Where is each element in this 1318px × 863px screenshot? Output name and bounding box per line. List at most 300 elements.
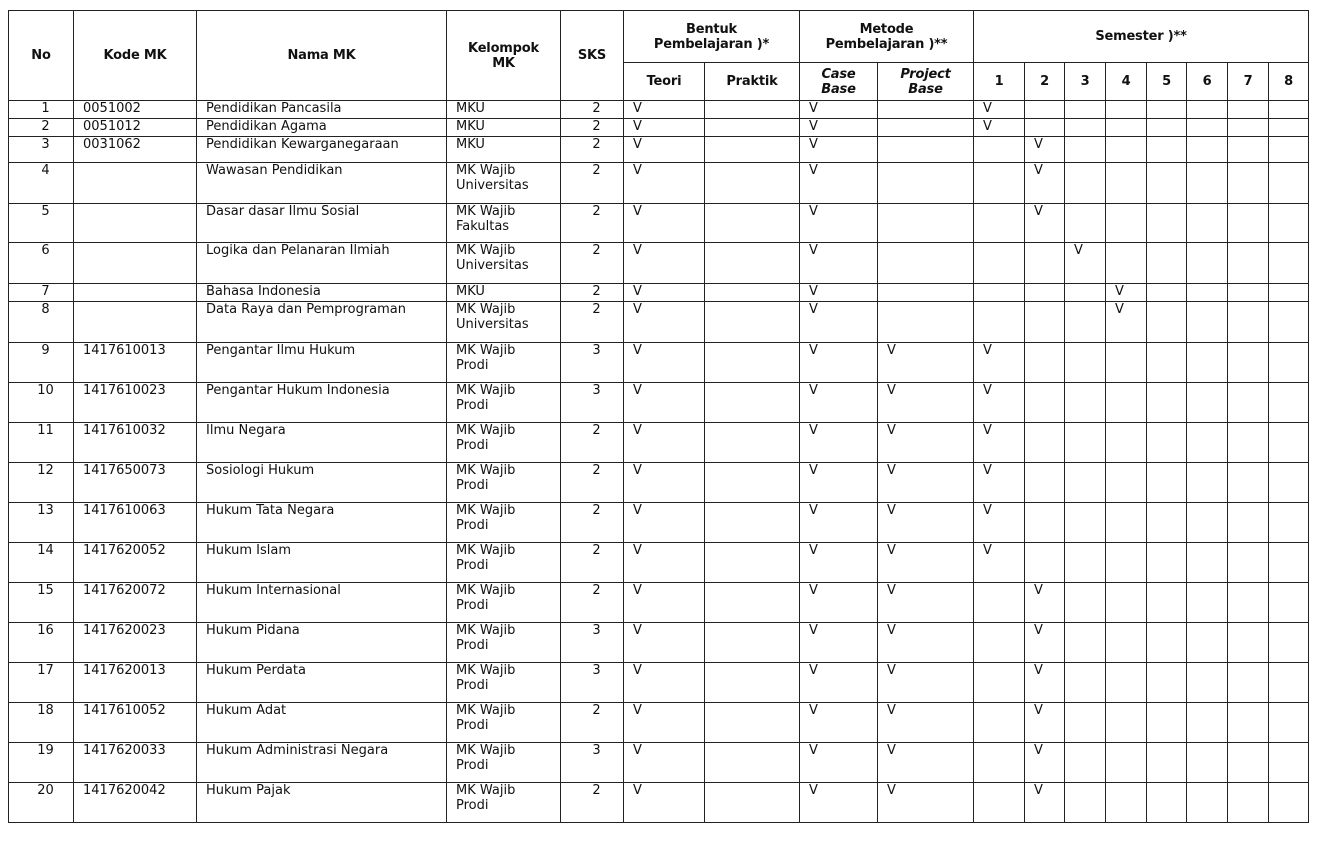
header-case-base: Case Base bbox=[800, 63, 878, 101]
row-semester-1-check: V bbox=[974, 463, 1025, 503]
header-no: No bbox=[9, 11, 74, 101]
row-semester-7-check bbox=[1228, 383, 1269, 423]
row-semester-5-check bbox=[1147, 204, 1187, 243]
row-kelompok-mk: MK Wajib Prodi bbox=[447, 663, 561, 703]
row-no: 20 bbox=[9, 783, 74, 823]
row-semester-8-check bbox=[1269, 463, 1309, 503]
table-row bbox=[9, 119, 1309, 137]
row-semester-5-check bbox=[1147, 137, 1187, 163]
row-kelompok-mk: MK Wajib Universitas bbox=[447, 302, 561, 343]
header-semester-6: 6 bbox=[1187, 63, 1228, 101]
row-praktik-check bbox=[705, 623, 800, 663]
row-semester-5-check bbox=[1147, 463, 1187, 503]
row-semester-2-check bbox=[1025, 383, 1065, 423]
row-semester-3-check bbox=[1065, 783, 1106, 823]
row-kelompok-mk: MK Wajib Universitas bbox=[447, 163, 561, 204]
row-no: 6 bbox=[9, 243, 74, 284]
row-kelompok-mk: MK Wajib Prodi bbox=[447, 463, 561, 503]
row-project-base-check bbox=[878, 284, 974, 302]
row-teori-check: V bbox=[624, 284, 705, 302]
row-project-base-check: V bbox=[878, 743, 974, 783]
row-semester-7-check bbox=[1228, 204, 1269, 243]
row-kode-mk: 1417610013 bbox=[74, 343, 197, 383]
table-row bbox=[9, 543, 1309, 583]
row-semester-3-check bbox=[1065, 463, 1106, 503]
row-semester-2-check: V bbox=[1025, 783, 1065, 823]
row-semester-8-check bbox=[1269, 243, 1309, 284]
row-semester-5-check bbox=[1147, 503, 1187, 543]
row-semester-8-check bbox=[1269, 119, 1309, 137]
table-row bbox=[9, 503, 1309, 543]
row-semester-5-check bbox=[1147, 163, 1187, 204]
row-kode-mk: 1417610032 bbox=[74, 423, 197, 463]
row-sks: 3 bbox=[561, 663, 624, 703]
row-nama-mk: Sosiologi Hukum bbox=[197, 463, 447, 503]
row-kode-mk: 1417620072 bbox=[74, 583, 197, 623]
row-project-base-check bbox=[878, 137, 974, 163]
row-teori-check: V bbox=[624, 503, 705, 543]
row-teori-check: V bbox=[624, 243, 705, 284]
row-kode-mk: 1417620042 bbox=[74, 783, 197, 823]
table-row bbox=[9, 703, 1309, 743]
row-semester-2-check bbox=[1025, 423, 1065, 463]
row-nama-mk: Pendidikan Agama bbox=[197, 119, 447, 137]
row-kelompok-mk: MK Wajib Prodi bbox=[447, 623, 561, 663]
row-sks: 2 bbox=[561, 703, 624, 743]
row-semester-3-check bbox=[1065, 163, 1106, 204]
row-semester-4-check bbox=[1106, 137, 1147, 163]
row-semester-6-check bbox=[1187, 119, 1228, 137]
row-semester-7-check bbox=[1228, 119, 1269, 137]
row-no: 3 bbox=[9, 137, 74, 163]
row-kelompok-mk: MKU bbox=[447, 137, 561, 163]
table-body bbox=[9, 101, 1309, 823]
row-sks: 2 bbox=[561, 204, 624, 243]
row-semester-4-check bbox=[1106, 343, 1147, 383]
row-kode-mk bbox=[74, 302, 197, 343]
row-semester-4-check bbox=[1106, 383, 1147, 423]
row-project-base-check bbox=[878, 302, 974, 343]
row-kode-mk: 1417650073 bbox=[74, 463, 197, 503]
row-semester-2-check: V bbox=[1025, 137, 1065, 163]
row-semester-6-check bbox=[1187, 663, 1228, 703]
header-kelompok-mk: Kelompok MK bbox=[447, 11, 561, 101]
row-semester-1-check bbox=[974, 302, 1025, 343]
row-semester-7-check bbox=[1228, 503, 1269, 543]
row-semester-3-check bbox=[1065, 119, 1106, 137]
row-project-base-check: V bbox=[878, 503, 974, 543]
row-case-base-check: V bbox=[800, 119, 878, 137]
row-case-base-check: V bbox=[800, 284, 878, 302]
row-no: 9 bbox=[9, 343, 74, 383]
header-project-base: Project Base bbox=[878, 63, 974, 101]
row-case-base-check: V bbox=[800, 163, 878, 204]
row-semester-2-check: V bbox=[1025, 623, 1065, 663]
row-semester-5-check bbox=[1147, 101, 1187, 119]
row-semester-5-check bbox=[1147, 383, 1187, 423]
row-kelompok-mk: MK Wajib Prodi bbox=[447, 343, 561, 383]
row-semester-1-check bbox=[974, 783, 1025, 823]
row-semester-7-check bbox=[1228, 623, 1269, 663]
row-semester-8-check bbox=[1269, 583, 1309, 623]
row-semester-2-check: V bbox=[1025, 743, 1065, 783]
row-no: 8 bbox=[9, 302, 74, 343]
row-case-base-check: V bbox=[800, 302, 878, 343]
row-semester-7-check bbox=[1228, 703, 1269, 743]
row-praktik-check bbox=[705, 503, 800, 543]
row-semester-1-check bbox=[974, 743, 1025, 783]
row-semester-4-check bbox=[1106, 663, 1147, 703]
row-case-base-check: V bbox=[800, 543, 878, 583]
row-semester-1-check bbox=[974, 623, 1025, 663]
row-teori-check: V bbox=[624, 783, 705, 823]
row-nama-mk: Logika dan Pelanaran Ilmiah bbox=[197, 243, 447, 284]
table-row bbox=[9, 423, 1309, 463]
row-project-base-check: V bbox=[878, 623, 974, 663]
row-nama-mk: Hukum Adat bbox=[197, 703, 447, 743]
table-row bbox=[9, 383, 1309, 423]
row-no: 4 bbox=[9, 163, 74, 204]
row-semester-1-check: V bbox=[974, 423, 1025, 463]
row-semester-6-check bbox=[1187, 503, 1228, 543]
row-semester-3-check bbox=[1065, 302, 1106, 343]
row-semester-6-check bbox=[1187, 543, 1228, 583]
header-praktik: Praktik bbox=[705, 63, 800, 101]
row-no: 14 bbox=[9, 543, 74, 583]
row-semester-1-check: V bbox=[974, 119, 1025, 137]
row-semester-3-check bbox=[1065, 543, 1106, 583]
table-row bbox=[9, 623, 1309, 663]
row-semester-6-check bbox=[1187, 243, 1228, 284]
row-teori-check: V bbox=[624, 463, 705, 503]
row-semester-1-check bbox=[974, 663, 1025, 703]
row-praktik-check bbox=[705, 302, 800, 343]
row-semester-5-check bbox=[1147, 243, 1187, 284]
row-semester-2-check bbox=[1025, 243, 1065, 284]
row-case-base-check: V bbox=[800, 503, 878, 543]
row-case-base-check: V bbox=[800, 703, 878, 743]
row-sks: 3 bbox=[561, 343, 624, 383]
row-semester-3-check bbox=[1065, 204, 1106, 243]
row-semester-1-check bbox=[974, 137, 1025, 163]
row-semester-6-check bbox=[1187, 583, 1228, 623]
row-semester-5-check bbox=[1147, 302, 1187, 343]
row-praktik-check bbox=[705, 423, 800, 463]
row-sks: 2 bbox=[561, 583, 624, 623]
row-case-base-check: V bbox=[800, 463, 878, 503]
row-nama-mk: Hukum Internasional bbox=[197, 583, 447, 623]
row-semester-7-check bbox=[1228, 343, 1269, 383]
row-nama-mk: Hukum Islam bbox=[197, 543, 447, 583]
row-project-base-check: V bbox=[878, 343, 974, 383]
row-kelompok-mk: MKU bbox=[447, 284, 561, 302]
row-sks: 3 bbox=[561, 383, 624, 423]
row-semester-2-check bbox=[1025, 284, 1065, 302]
row-no: 7 bbox=[9, 284, 74, 302]
row-semester-3-check bbox=[1065, 703, 1106, 743]
row-semester-8-check bbox=[1269, 302, 1309, 343]
row-semester-1-check bbox=[974, 243, 1025, 284]
row-praktik-check bbox=[705, 101, 800, 119]
row-semester-2-check bbox=[1025, 302, 1065, 343]
header-semester-7: 7 bbox=[1228, 63, 1269, 101]
row-teori-check: V bbox=[624, 204, 705, 243]
row-no: 19 bbox=[9, 743, 74, 783]
row-praktik-check bbox=[705, 663, 800, 703]
table-row bbox=[9, 343, 1309, 383]
row-no: 16 bbox=[9, 623, 74, 663]
row-semester-2-check bbox=[1025, 463, 1065, 503]
row-kelompok-mk: MK Wajib Prodi bbox=[447, 743, 561, 783]
row-kode-mk bbox=[74, 204, 197, 243]
table-row bbox=[9, 302, 1309, 343]
row-semester-4-check bbox=[1106, 163, 1147, 204]
row-semester-4-check bbox=[1106, 503, 1147, 543]
row-semester-6-check bbox=[1187, 463, 1228, 503]
row-semester-4-check bbox=[1106, 543, 1147, 583]
header-metode-pembelajaran: Metode Pembelajaran )** bbox=[800, 11, 974, 63]
row-semester-1-check: V bbox=[974, 343, 1025, 383]
row-praktik-check bbox=[705, 137, 800, 163]
table-row bbox=[9, 284, 1309, 302]
row-nama-mk: Pendidikan Kewarganegaraan bbox=[197, 137, 447, 163]
row-nama-mk: Hukum Perdata bbox=[197, 663, 447, 703]
row-kode-mk: 1417620013 bbox=[74, 663, 197, 703]
row-no: 5 bbox=[9, 204, 74, 243]
row-sks: 2 bbox=[561, 463, 624, 503]
row-sks: 2 bbox=[561, 423, 624, 463]
row-semester-4-check bbox=[1106, 423, 1147, 463]
header-semester-8: 8 bbox=[1269, 63, 1309, 101]
row-kode-mk bbox=[74, 163, 197, 204]
row-kelompok-mk: MK Wajib Prodi bbox=[447, 423, 561, 463]
row-semester-8-check bbox=[1269, 783, 1309, 823]
row-kelompok-mk: MK Wajib Fakultas bbox=[447, 204, 561, 243]
row-semester-7-check bbox=[1228, 243, 1269, 284]
row-semester-7-check bbox=[1228, 284, 1269, 302]
row-case-base-check: V bbox=[800, 243, 878, 284]
row-semester-6-check bbox=[1187, 623, 1228, 663]
table-row bbox=[9, 463, 1309, 503]
row-praktik-check bbox=[705, 343, 800, 383]
row-teori-check: V bbox=[624, 743, 705, 783]
header-kode-mk: Kode MK bbox=[74, 11, 197, 101]
row-sks: 2 bbox=[561, 119, 624, 137]
row-case-base-check: V bbox=[800, 423, 878, 463]
row-semester-1-check bbox=[974, 204, 1025, 243]
row-case-base-check: V bbox=[800, 343, 878, 383]
row-semester-8-check bbox=[1269, 284, 1309, 302]
table-row bbox=[9, 583, 1309, 623]
row-project-base-check bbox=[878, 243, 974, 284]
row-teori-check: V bbox=[624, 583, 705, 623]
row-sks: 2 bbox=[561, 163, 624, 204]
table-row bbox=[9, 783, 1309, 823]
row-sks: 2 bbox=[561, 302, 624, 343]
row-kode-mk: 0051012 bbox=[74, 119, 197, 137]
row-no: 10 bbox=[9, 383, 74, 423]
row-semester-4-check bbox=[1106, 623, 1147, 663]
row-kelompok-mk: MK Wajib Prodi bbox=[447, 783, 561, 823]
row-semester-5-check bbox=[1147, 343, 1187, 383]
header-semester: Semester )** bbox=[974, 11, 1309, 63]
row-semester-8-check bbox=[1269, 543, 1309, 583]
row-project-base-check: V bbox=[878, 663, 974, 703]
row-no: 18 bbox=[9, 703, 74, 743]
row-sks: 2 bbox=[561, 101, 624, 119]
row-semester-5-check bbox=[1147, 543, 1187, 583]
row-semester-2-check: V bbox=[1025, 583, 1065, 623]
row-semester-8-check bbox=[1269, 423, 1309, 463]
row-semester-7-check bbox=[1228, 423, 1269, 463]
row-semester-5-check bbox=[1147, 703, 1187, 743]
row-teori-check: V bbox=[624, 663, 705, 703]
row-semester-4-check bbox=[1106, 583, 1147, 623]
row-semester-3-check bbox=[1065, 623, 1106, 663]
row-semester-8-check bbox=[1269, 204, 1309, 243]
row-kelompok-mk: MK Wajib Prodi bbox=[447, 703, 561, 743]
row-semester-3-check bbox=[1065, 101, 1106, 119]
row-kode-mk: 1417610052 bbox=[74, 703, 197, 743]
row-sks: 3 bbox=[561, 743, 624, 783]
row-project-base-check bbox=[878, 163, 974, 204]
row-semester-3-check bbox=[1065, 383, 1106, 423]
row-semester-7-check bbox=[1228, 101, 1269, 119]
row-semester-4-check bbox=[1106, 101, 1147, 119]
row-nama-mk: Dasar dasar Ilmu Sosial bbox=[197, 204, 447, 243]
row-kode-mk: 1417620023 bbox=[74, 623, 197, 663]
row-project-base-check bbox=[878, 101, 974, 119]
row-semester-5-check bbox=[1147, 423, 1187, 463]
row-nama-mk: Pengantar Ilmu Hukum bbox=[197, 343, 447, 383]
row-kelompok-mk: MK Wajib Prodi bbox=[447, 503, 561, 543]
row-semester-6-check bbox=[1187, 284, 1228, 302]
row-semester-6-check bbox=[1187, 783, 1228, 823]
row-semester-4-check bbox=[1106, 703, 1147, 743]
row-teori-check: V bbox=[624, 163, 705, 204]
row-kelompok-mk: MKU bbox=[447, 101, 561, 119]
row-semester-6-check bbox=[1187, 302, 1228, 343]
row-semester-1-check bbox=[974, 583, 1025, 623]
row-kode-mk: 1417620033 bbox=[74, 743, 197, 783]
row-nama-mk: Ilmu Negara bbox=[197, 423, 447, 463]
row-semester-7-check bbox=[1228, 463, 1269, 503]
row-semester-2-check: V bbox=[1025, 163, 1065, 204]
row-nama-mk: Data Raya dan Pemprograman bbox=[197, 302, 447, 343]
row-kelompok-mk: MK Wajib Prodi bbox=[447, 583, 561, 623]
row-semester-6-check bbox=[1187, 163, 1228, 204]
row-project-base-check: V bbox=[878, 463, 974, 503]
row-semester-2-check: V bbox=[1025, 663, 1065, 703]
row-no: 11 bbox=[9, 423, 74, 463]
row-semester-8-check bbox=[1269, 137, 1309, 163]
table-row bbox=[9, 137, 1309, 163]
row-praktik-check bbox=[705, 743, 800, 783]
row-semester-5-check bbox=[1147, 284, 1187, 302]
row-praktik-check bbox=[705, 383, 800, 423]
row-semester-3-check bbox=[1065, 137, 1106, 163]
row-praktik-check bbox=[705, 204, 800, 243]
row-kelompok-mk: MK Wajib Universitas bbox=[447, 243, 561, 284]
row-teori-check: V bbox=[624, 343, 705, 383]
row-semester-6-check bbox=[1187, 101, 1228, 119]
row-semester-7-check bbox=[1228, 743, 1269, 783]
row-semester-7-check bbox=[1228, 663, 1269, 703]
row-semester-2-check bbox=[1025, 503, 1065, 543]
row-nama-mk: Hukum Pidana bbox=[197, 623, 447, 663]
row-semester-4-check bbox=[1106, 119, 1147, 137]
row-semester-2-check bbox=[1025, 101, 1065, 119]
row-semester-2-check: V bbox=[1025, 204, 1065, 243]
row-case-base-check: V bbox=[800, 783, 878, 823]
row-kelompok-mk: MK Wajib Prodi bbox=[447, 543, 561, 583]
row-kode-mk: 0031062 bbox=[74, 137, 197, 163]
row-praktik-check bbox=[705, 243, 800, 284]
row-semester-1-check: V bbox=[974, 383, 1025, 423]
row-semester-4-check: V bbox=[1106, 284, 1147, 302]
row-semester-8-check bbox=[1269, 503, 1309, 543]
row-no: 13 bbox=[9, 503, 74, 543]
row-semester-6-check bbox=[1187, 137, 1228, 163]
row-nama-mk: Wawasan Pendidikan bbox=[197, 163, 447, 204]
row-kode-mk: 0051002 bbox=[74, 101, 197, 119]
row-kelompok-mk: MK Wajib Prodi bbox=[447, 383, 561, 423]
row-semester-1-check bbox=[974, 163, 1025, 204]
row-semester-3-check bbox=[1065, 343, 1106, 383]
row-semester-3-check bbox=[1065, 583, 1106, 623]
row-semester-4-check: V bbox=[1106, 302, 1147, 343]
row-semester-7-check bbox=[1228, 137, 1269, 163]
header-semester-3: 3 bbox=[1065, 63, 1106, 101]
row-teori-check: V bbox=[624, 302, 705, 343]
row-nama-mk: Bahasa Indonesia bbox=[197, 284, 447, 302]
row-kelompok-mk: MKU bbox=[447, 119, 561, 137]
row-sks: 2 bbox=[561, 243, 624, 284]
row-semester-7-check bbox=[1228, 583, 1269, 623]
row-teori-check: V bbox=[624, 423, 705, 463]
row-sks: 2 bbox=[561, 137, 624, 163]
row-semester-6-check bbox=[1187, 423, 1228, 463]
row-praktik-check bbox=[705, 463, 800, 503]
row-case-base-check: V bbox=[800, 101, 878, 119]
row-semester-3-check bbox=[1065, 743, 1106, 783]
row-project-base-check: V bbox=[878, 783, 974, 823]
header-semester-2: 2 bbox=[1025, 63, 1065, 101]
row-no: 2 bbox=[9, 119, 74, 137]
row-no: 17 bbox=[9, 663, 74, 703]
table-row bbox=[9, 743, 1309, 783]
row-kode-mk: 1417620052 bbox=[74, 543, 197, 583]
row-sks: 2 bbox=[561, 543, 624, 583]
row-semester-7-check bbox=[1228, 783, 1269, 823]
row-no: 15 bbox=[9, 583, 74, 623]
header-semester-1: 1 bbox=[974, 63, 1025, 101]
row-praktik-check bbox=[705, 583, 800, 623]
row-praktik-check bbox=[705, 284, 800, 302]
row-semester-2-check bbox=[1025, 343, 1065, 383]
row-case-base-check: V bbox=[800, 583, 878, 623]
row-praktik-check bbox=[705, 163, 800, 204]
row-project-base-check: V bbox=[878, 703, 974, 743]
row-semester-3-check bbox=[1065, 503, 1106, 543]
row-teori-check: V bbox=[624, 137, 705, 163]
header-sks: SKS bbox=[561, 11, 624, 101]
row-nama-mk: Pengantar Hukum Indonesia bbox=[197, 383, 447, 423]
row-sks: 2 bbox=[561, 503, 624, 543]
header-nama-mk: Nama MK bbox=[197, 11, 447, 101]
row-semester-4-check bbox=[1106, 783, 1147, 823]
row-case-base-check: V bbox=[800, 204, 878, 243]
